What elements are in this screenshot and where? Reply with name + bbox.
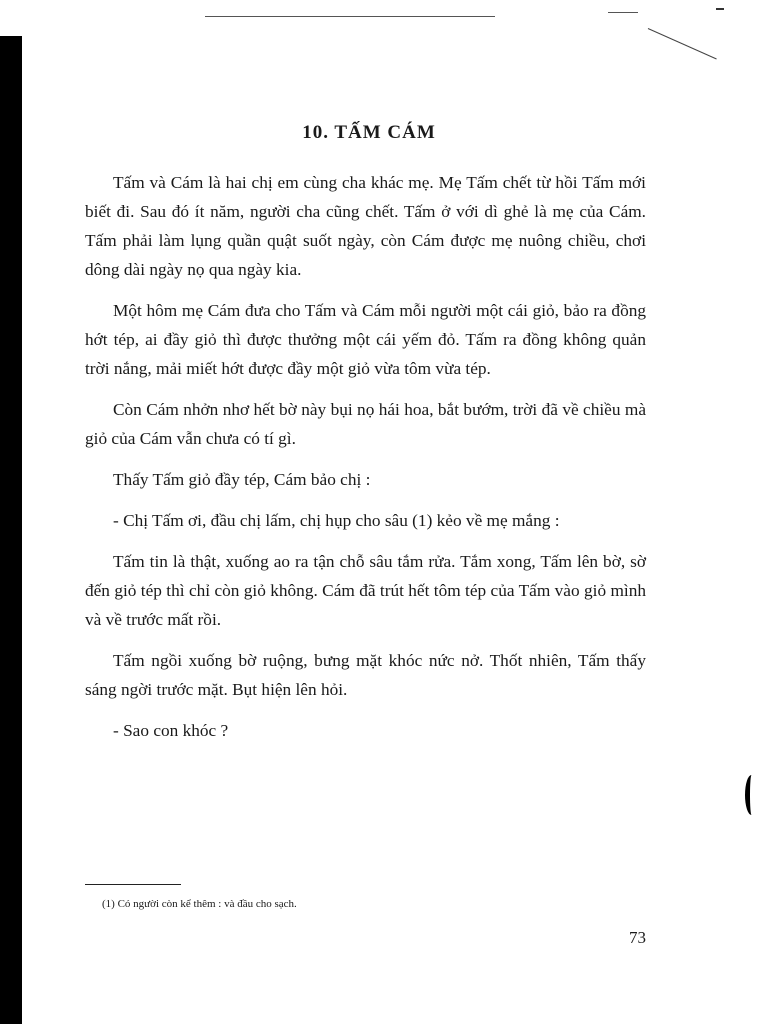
scan-diagonal-line [648, 28, 717, 59]
story-body [85, 168, 646, 757]
chapter-title: 10. TẤM CÁM [302, 122, 436, 143]
paragraph: - Chị Tấm ơi, đầu chị lấm, chị hụp cho sâu (1) kẻo về mẹ mắng : [113, 511, 560, 530]
paragraph: Tấm và Cám là hai chị em cùng cha khác mẹ. Mẹ Tấm chết từ hồi Tấm mới biết đi. Sau đó ít năm, người cha cũng chết. Tấm ở với dì ghẻ là mẹ của Cám. Tấm phải làm lụng quần quật suốt ngày, còn Cám được mẹ nuông chiều, chơi dông dài ngày nọ qua ngày kia. [85, 173, 646, 279]
paragraph: Còn Cám nhởn nhơ hết bờ này bụi nọ hái hoa, bắt bướm, trời đã về chiều mà giỏ của Cám vẫn chưa có tí gì. [85, 400, 646, 448]
page-number: 73 [629, 928, 646, 947]
scan-top-line [205, 16, 495, 17]
scan-parenthesis-mark [745, 775, 758, 815]
paragraph: Tấm tin là thật, xuống ao ra tận chỗ sâu tắm rửa. Tắm xong, Tấm lên bờ, sờ đến giỏ tép thì chỉ còn giỏ không. Cám đã trút hết tôm tép của Tấm vào giỏ mình và về trước mất rồi. [85, 552, 646, 629]
scan-binding-shadow [0, 36, 22, 1024]
paragraph: Một hôm mẹ Cám đưa cho Tấm và Cám mỗi người một cái giỏ, bảo ra đồng hớt tép, ai đầy giỏ thì được thưởng một cái yếm đỏ. Tấm ra đồng không quản trời nắng, mải miết hớt được đầy một giỏ vừa tôm vừa tép. [85, 301, 646, 378]
scan-top-mark [608, 12, 638, 13]
footnote: (1) Có người còn kể thêm : và đầu cho sạch. [102, 898, 297, 910]
scan-corner-mark [716, 8, 724, 10]
paragraph: - Sao con khóc ? [113, 721, 229, 740]
footnote-divider [85, 884, 181, 885]
paragraph: Thấy Tấm giỏ đầy tép, Cám bảo chị : [113, 470, 371, 489]
paragraph: Tấm ngồi xuống bờ ruộng, bưng mặt khóc nức nở. Thốt nhiên, Tấm thấy sáng ngời trước mặt. Bụt hiện lên hỏi. [85, 651, 646, 699]
